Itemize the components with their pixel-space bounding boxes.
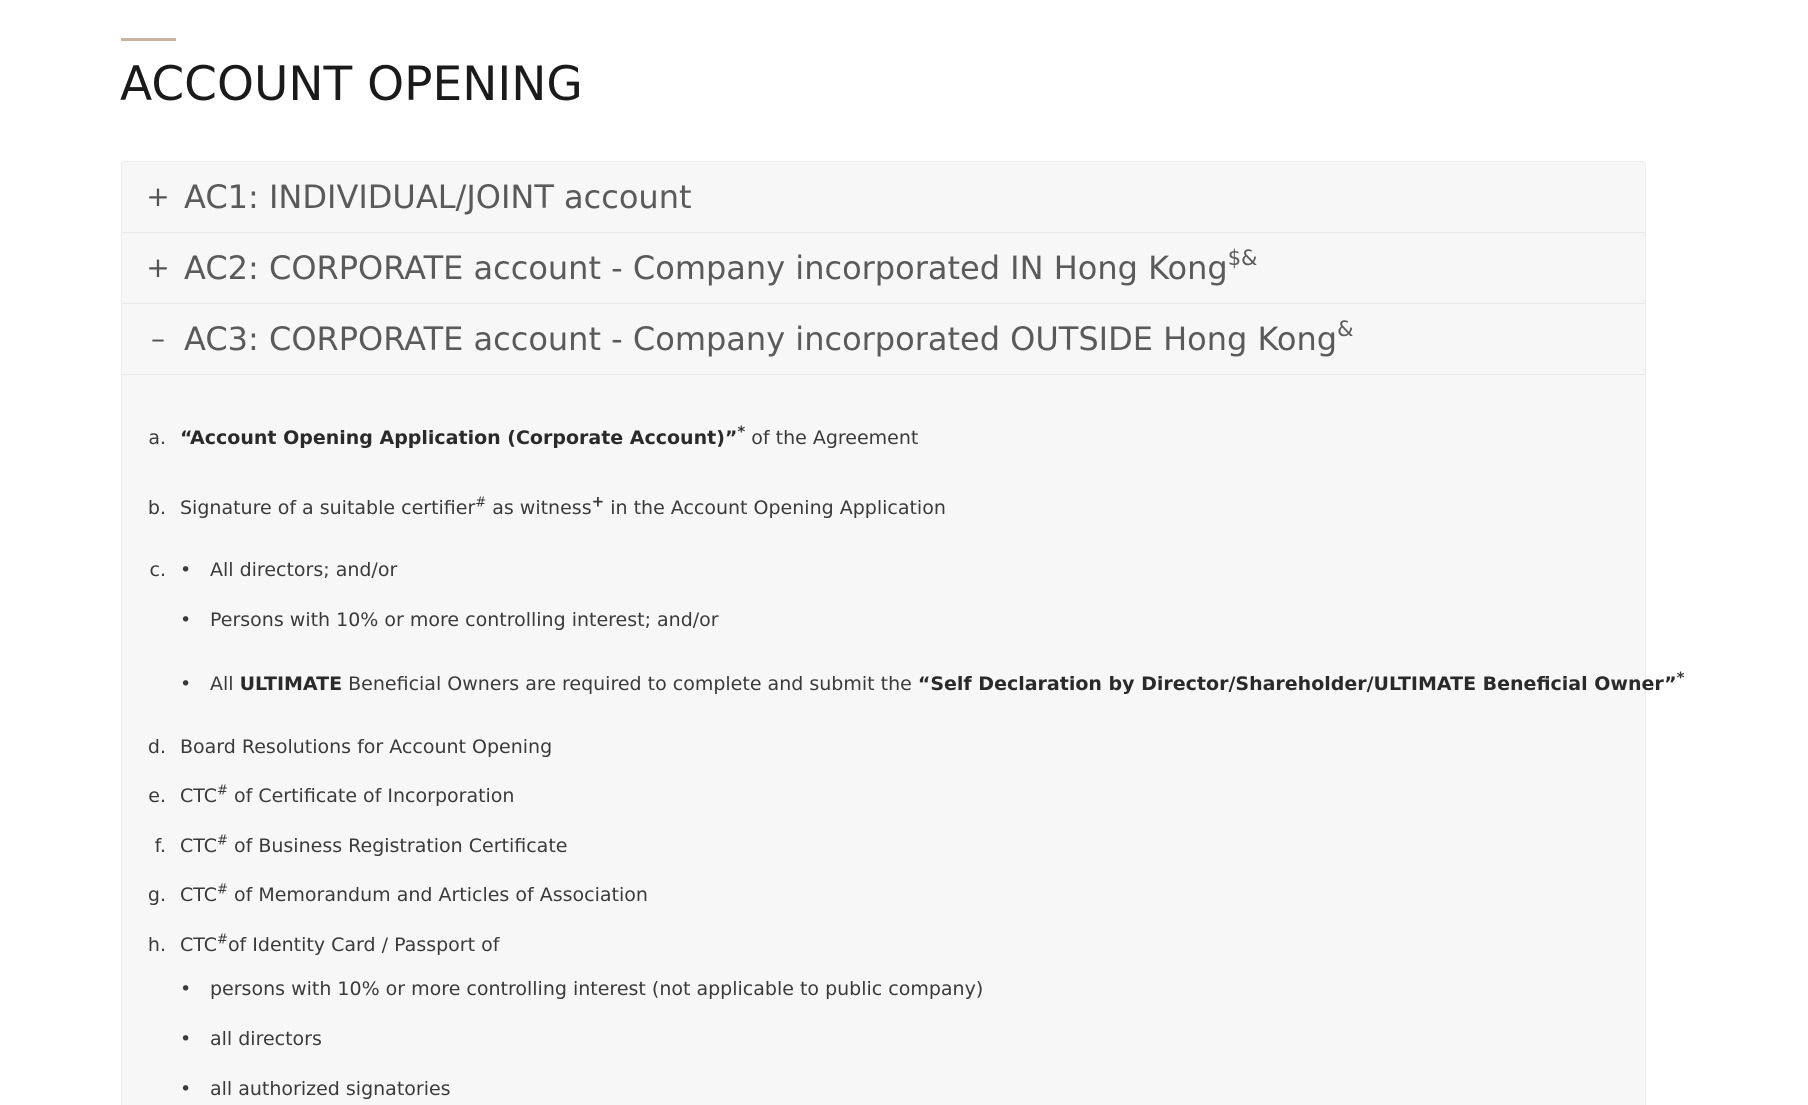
accordion-title: AC3: CORPORATE account - Company incorporated OUTSIDE Hong Kong&: [184, 317, 1354, 358]
accordion-header-ac1[interactable]: [122, 162, 1645, 233]
bullet: •: [180, 1078, 192, 1100]
bullet: •: [180, 609, 192, 631]
page-title: ACCOUNT OPENING: [120, 57, 583, 112]
list-item-h-bullet-2: all directors: [210, 1028, 322, 1050]
bullet: •: [180, 978, 192, 1000]
title-accent-line: [121, 38, 176, 41]
list-item-h-bullet-3: all authorized signatories: [210, 1078, 451, 1100]
list-item-c-bullet-1: All directors; and/or: [210, 559, 398, 581]
accordion-title: AC1: INDIVIDUAL/JOINT account: [184, 178, 692, 216]
list-item-h: CTC#of Identity Card / Passport of: [180, 932, 500, 956]
list-marker-e: e.: [148, 785, 166, 807]
list-marker-f: f.: [154, 835, 166, 857]
expand-plus-icon: +: [146, 180, 170, 213]
list-item-f: CTC# of Business Registration Certificate: [180, 833, 568, 857]
list-item-c-bullet-2: Persons with 10% or more controlling interest; and/or: [210, 609, 719, 631]
accordion-header-ac3[interactable]: [122, 304, 1645, 375]
list-marker-g: g.: [147, 884, 166, 906]
list-marker-b: b.: [147, 497, 166, 519]
collapse-minus-icon: –: [151, 322, 165, 355]
bullet: •: [180, 673, 192, 695]
list-marker-c: c.: [149, 559, 166, 581]
list-marker-h: h.: [147, 934, 166, 956]
list-item-b: Signature of a suitable certifier# as witness+ in the Account Opening Application: [180, 492, 946, 519]
list-marker-d: d.: [147, 736, 166, 758]
expand-plus-icon: +: [146, 251, 170, 284]
accordion-title: AC2: CORPORATE account - Company incorporated IN Hong Kong$&: [184, 246, 1258, 287]
list-item-e: CTC# of Certificate of Incorporation: [180, 783, 515, 807]
list-item-h-bullet-1: persons with 10% or more controlling interest (not applicable to public company): [210, 978, 984, 1000]
list-item-c-bullet-3: All ULTIMATE Beneficial Owners are required to complete and submit the “Self Declaration by Director/Shareholder/ULTIMATE Beneficial Owner”*: [210, 668, 1685, 695]
footnote-mark: $&: [1227, 246, 1258, 271]
bullet: •: [180, 559, 192, 581]
list-item-d: Board Resolutions for Account Opening: [180, 736, 553, 758]
list-marker-a: a.: [148, 427, 166, 449]
accordion: [121, 161, 1685, 1105]
footnote-mark: &: [1337, 317, 1354, 342]
list-item-a: “Account Opening Application (Corporate Account)”* of the Agreement: [180, 422, 919, 449]
accordion-header-ac2[interactable]: [122, 233, 1645, 304]
list-item-g: CTC# of Memorandum and Articles of Association: [180, 882, 648, 906]
bullet: •: [180, 1028, 192, 1050]
